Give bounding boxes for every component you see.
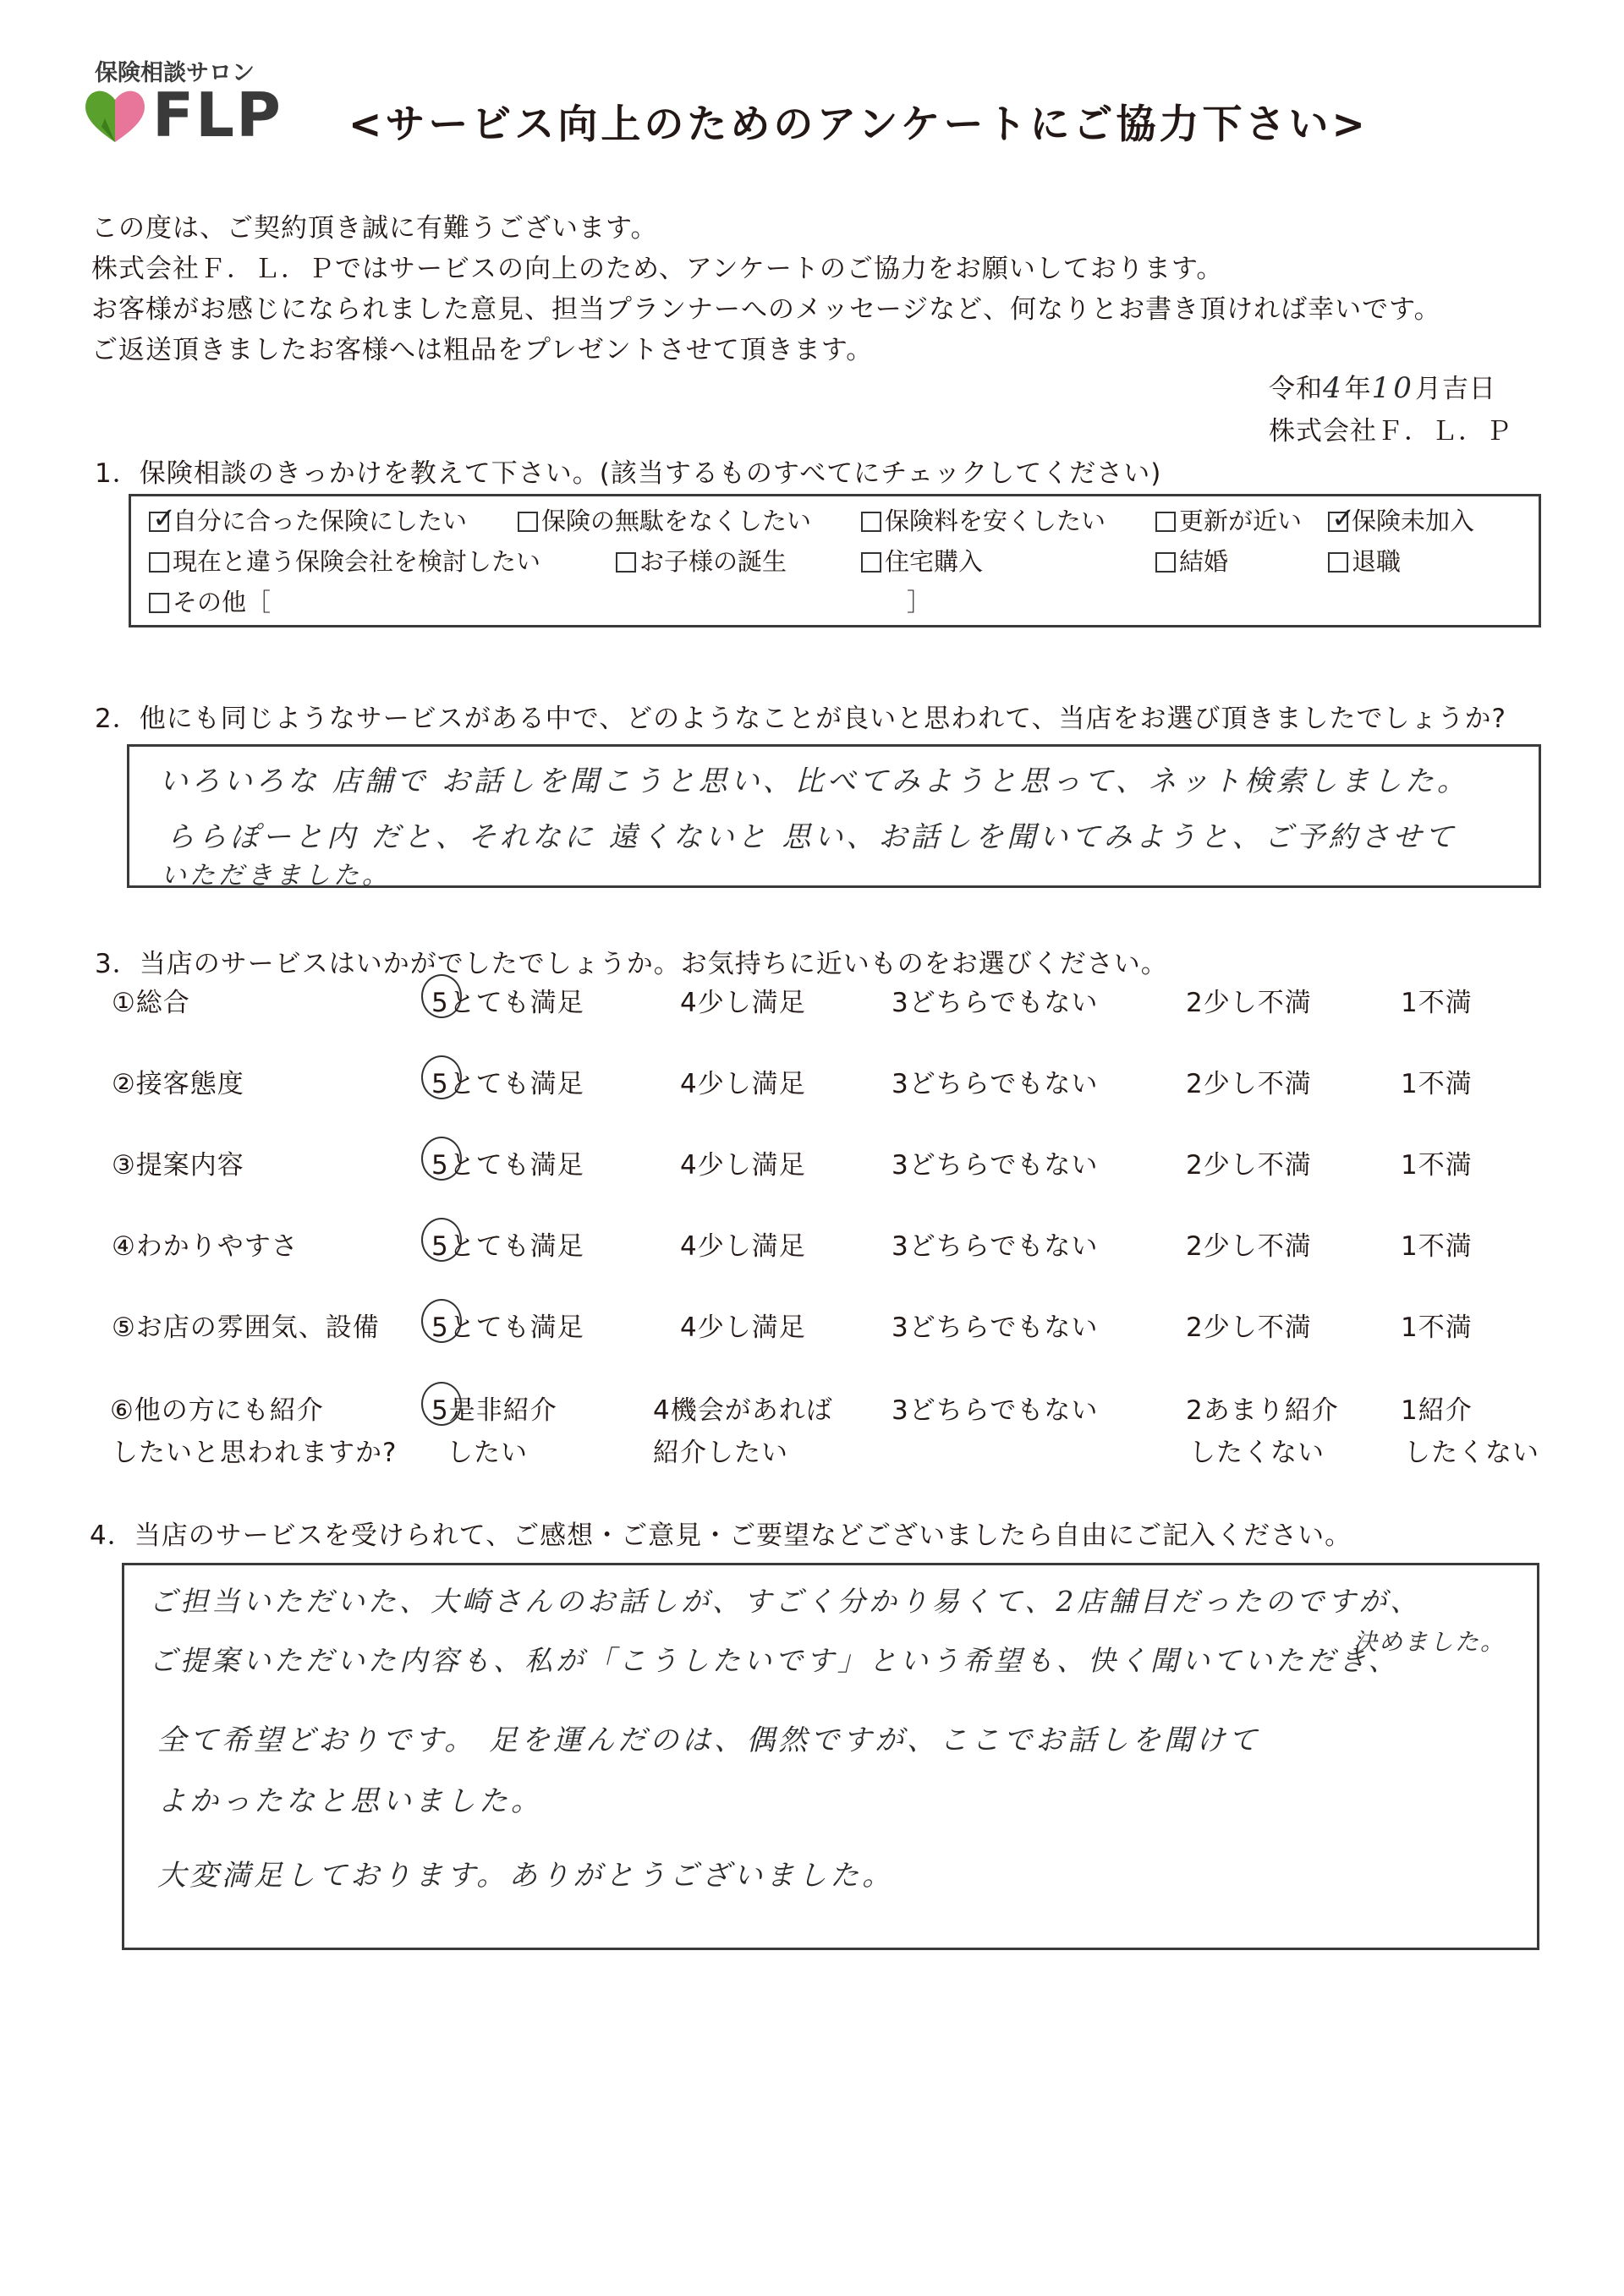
q4-answer-line-2: ご提案いただいた内容も、私が「こうしたいです」という希望も、快く聞いていただき、 — [149, 1644, 1400, 1677]
q1-option-label: 保険の無駄をなくしたい — [541, 507, 812, 535]
brand-logo: FLP — [152, 79, 283, 151]
rating-text: とても満足 — [448, 1150, 584, 1181]
q4-answer-line-4: よかったなと思いました。 — [157, 1784, 543, 1818]
q3-option-1[interactable]: 1不満 — [1401, 988, 1473, 1018]
q3-option-3[interactable]: 3どちらでもない — [892, 988, 1099, 1018]
q3-option-4[interactable]: 4少し満足 — [680, 1150, 806, 1181]
date-year-unit: 年 — [1344, 374, 1372, 404]
q4-insert-text: 決めました。 — [1353, 1628, 1506, 1656]
q1-option-10[interactable] — [1328, 543, 1401, 578]
q1-option-label: 結婚 — [1179, 547, 1229, 576]
rating-number: 5 — [431, 1395, 449, 1426]
q1-option-3[interactable] — [861, 502, 1106, 537]
checkbox-icon[interactable] — [616, 552, 636, 573]
brand-sub: 保険相談サロン — [95, 60, 255, 86]
q3-option-2[interactable]: 2少し不満 — [1186, 1231, 1312, 1262]
q3-option-4[interactable]: 4少し満足 — [680, 988, 806, 1018]
q3-row6-opt4-line2: 紹介したい — [653, 1438, 788, 1468]
q2-question: 2．他にも同じようなサービスがある中で、どのようなことが良いと思われて、当店をお選び頂きましたでしょうか? — [95, 704, 1506, 734]
rating-text: とても満足 — [448, 1312, 584, 1343]
q1-option-label: 自分に合った保険にしたい — [173, 507, 468, 535]
q3-option-3[interactable]: 3どちらでもない — [892, 1231, 1099, 1262]
checkbox-checked-icon[interactable] — [149, 512, 169, 532]
checkbox-checked-icon[interactable] — [1328, 512, 1348, 532]
rating-number: 5 — [431, 1069, 449, 1099]
date-suffix: 月吉日 — [1414, 374, 1496, 404]
rating-text: とても満足 — [448, 988, 584, 1018]
q3-row6-opt1-line2: したくない — [1404, 1438, 1539, 1468]
checkbox-icon[interactable] — [149, 593, 169, 613]
q3-row6-opt2-line2: したくない — [1189, 1438, 1325, 1468]
q3-row-label: ①総合 — [112, 988, 190, 1018]
q3-question: 3．当店のサービスはいかがでしたでしょうか。お気持ちに近いものをお選びください。 — [95, 949, 1168, 979]
date-year: 4 — [1323, 371, 1345, 405]
q1-option-label: 住宅購入 — [885, 547, 984, 576]
q3-option-5[interactable] — [431, 1062, 584, 1100]
q3-row6-opt5[interactable] — [431, 1389, 557, 1427]
q1-option-label: 保険料を安くしたい — [885, 507, 1106, 535]
q3-row6-opt4[interactable]: 4機会があれば — [653, 1395, 833, 1426]
q2-answer-line-2: ららぽーと内 だと、それなに 遠くないと 思い、お話しを聞いてみようと、ご予約させて — [166, 820, 1457, 854]
rating-text: とても満足 — [448, 1231, 584, 1262]
q1-option-7[interactable] — [616, 543, 787, 578]
q3-option-1[interactable]: 1不満 — [1401, 1150, 1473, 1181]
checkbox-icon[interactable] — [1328, 552, 1348, 573]
q3-option-3[interactable]: 3どちらでもない — [892, 1312, 1099, 1343]
date-month: 10 — [1371, 371, 1415, 405]
q3-row-label: ⑤お店の雰囲気、設備 — [112, 1312, 380, 1343]
q1-option-label: その他［ — [173, 588, 272, 616]
q3-row6-label-line1: ⑥他の方にも紹介 — [110, 1395, 324, 1426]
q1-option-label: 退職 — [1352, 547, 1402, 576]
q3-option-2[interactable]: 2少し不満 — [1186, 1150, 1312, 1181]
q1-option-6[interactable] — [149, 543, 540, 578]
q4-question: 4．当店のサービスを受けられて、ご感想・ご意見・ご要望などございましたら自由にご記入ください。 — [90, 1521, 1352, 1551]
q2-answer-line-1: いろいろな 店舗で お話しを聞こうと思い、比べてみようと思って、ネット検索しました。 — [159, 764, 1469, 798]
page-title: <サービス向上のためのアンケートにご協力下さい> — [348, 101, 1369, 148]
q3-option-1[interactable]: 1不満 — [1401, 1069, 1473, 1099]
q1-option-other[interactable] — [149, 584, 271, 618]
date-line — [1269, 367, 1496, 405]
q3-option-2[interactable]: 2少し不満 — [1186, 1069, 1312, 1099]
rating-number: 5 — [431, 1312, 449, 1343]
checkbox-icon[interactable] — [1155, 512, 1176, 532]
q3-row6-opt1[interactable]: 1紹介 — [1401, 1395, 1473, 1426]
checkbox-icon[interactable] — [149, 552, 169, 573]
q3-row-label: ④わかりやすさ — [112, 1231, 299, 1262]
q1-option-5[interactable] — [1328, 502, 1474, 537]
q3-row6-opt5-line2: したい — [447, 1438, 528, 1468]
q3-option-3[interactable]: 3どちらでもない — [892, 1150, 1099, 1181]
intro-line-3: お客様がお感じになられました意見、担当プランナーへのメッセージなど、何なりとお書き頂ければ幸いです。 — [91, 294, 1441, 325]
q3-option-5[interactable] — [431, 1306, 584, 1344]
rating-text: とても満足 — [448, 1069, 584, 1099]
q3-row6-opt3[interactable]: 3どちらでもない — [892, 1395, 1099, 1426]
date-prefix: 令和 — [1269, 374, 1323, 404]
q3-row6-opt2[interactable]: 2あまり紹介 — [1186, 1395, 1339, 1426]
q2-answer-line-3: いただきました。 — [161, 861, 391, 890]
q3-option-5[interactable] — [431, 1225, 584, 1263]
checkbox-icon[interactable] — [518, 512, 538, 532]
q3-option-2[interactable]: 2少し不満 — [1186, 1312, 1312, 1343]
intro-line-2: 株式会社Ｆ．Ｌ．Ｐではサービスの向上のため、アンケートのご協力をお願いしております。 — [91, 254, 1224, 284]
q1-option-9[interactable] — [1155, 543, 1228, 578]
q1-option-label: 保険未加入 — [1352, 507, 1475, 535]
checkbox-icon[interactable] — [1155, 552, 1176, 573]
q3-option-1[interactable]: 1不満 — [1401, 1312, 1473, 1343]
q1-other-close: ］ — [907, 588, 932, 616]
rating-number: 5 — [431, 1231, 449, 1262]
q1-option-8[interactable] — [861, 543, 983, 578]
q1-option-label: 現在と違う保険会社を検討したい — [173, 547, 541, 576]
checkbox-icon[interactable] — [861, 552, 881, 573]
q3-option-4[interactable]: 4少し満足 — [680, 1069, 806, 1099]
q1-option-2[interactable] — [518, 502, 811, 537]
q3-option-2[interactable]: 2少し不満 — [1186, 988, 1312, 1018]
q3-row6-label — [110, 1389, 324, 1427]
q1-option-4[interactable] — [1155, 502, 1302, 537]
heart-logo-icon — [81, 85, 151, 145]
q3-row-label: ③提案内容 — [112, 1150, 244, 1181]
q4-answer-line-5: 大変満足しております。ありがとうございました。 — [157, 1859, 895, 1893]
q3-option-5[interactable] — [431, 1143, 584, 1181]
q3-row-label: ②接客態度 — [112, 1069, 244, 1099]
q4-answer-line-3: 全て希望どおりです。 足を運んだのは、偶然ですが、ここでお話しを聞けて — [157, 1723, 1261, 1757]
intro-line-1: この度は、ご契約頂き誠に有難うございます。 — [91, 213, 658, 244]
rating-number: 5 — [431, 988, 449, 1018]
q3-option-4[interactable]: 4少し満足 — [680, 1312, 806, 1343]
q3-row6-label-line2: したいと思われますか? — [112, 1438, 398, 1468]
q1-option-label: お子様の誕生 — [639, 547, 787, 576]
q1-option-1[interactable] — [149, 502, 467, 537]
q3-option-1[interactable]: 1不満 — [1401, 1231, 1473, 1262]
rating-number: 5 — [431, 1150, 449, 1181]
company-name: 株式会社Ｆ．Ｌ．Ｐ — [1269, 416, 1512, 447]
checkbox-icon[interactable] — [861, 512, 881, 532]
q3-option-5[interactable] — [431, 981, 584, 1019]
q3-option-3[interactable]: 3どちらでもない — [892, 1069, 1099, 1099]
q1-question: 1．保険相談のきっかけを教えて下さい。(該当するものすべてにチェックしてください) — [95, 458, 1162, 489]
intro-line-4: ご返送頂きましたお客様へは粗品をプレゼントさせて頂きます。 — [91, 335, 874, 365]
q4-answer-line-1: ご担当いただいた、大崎さんのお話しが、すごく分かり易くて、2店舗目だったのですが、 — [149, 1585, 1422, 1618]
rating-text: 是非紹介 — [448, 1395, 557, 1426]
q1-option-label: 更新が近い — [1179, 507, 1303, 535]
q3-option-4[interactable]: 4少し満足 — [680, 1231, 806, 1262]
